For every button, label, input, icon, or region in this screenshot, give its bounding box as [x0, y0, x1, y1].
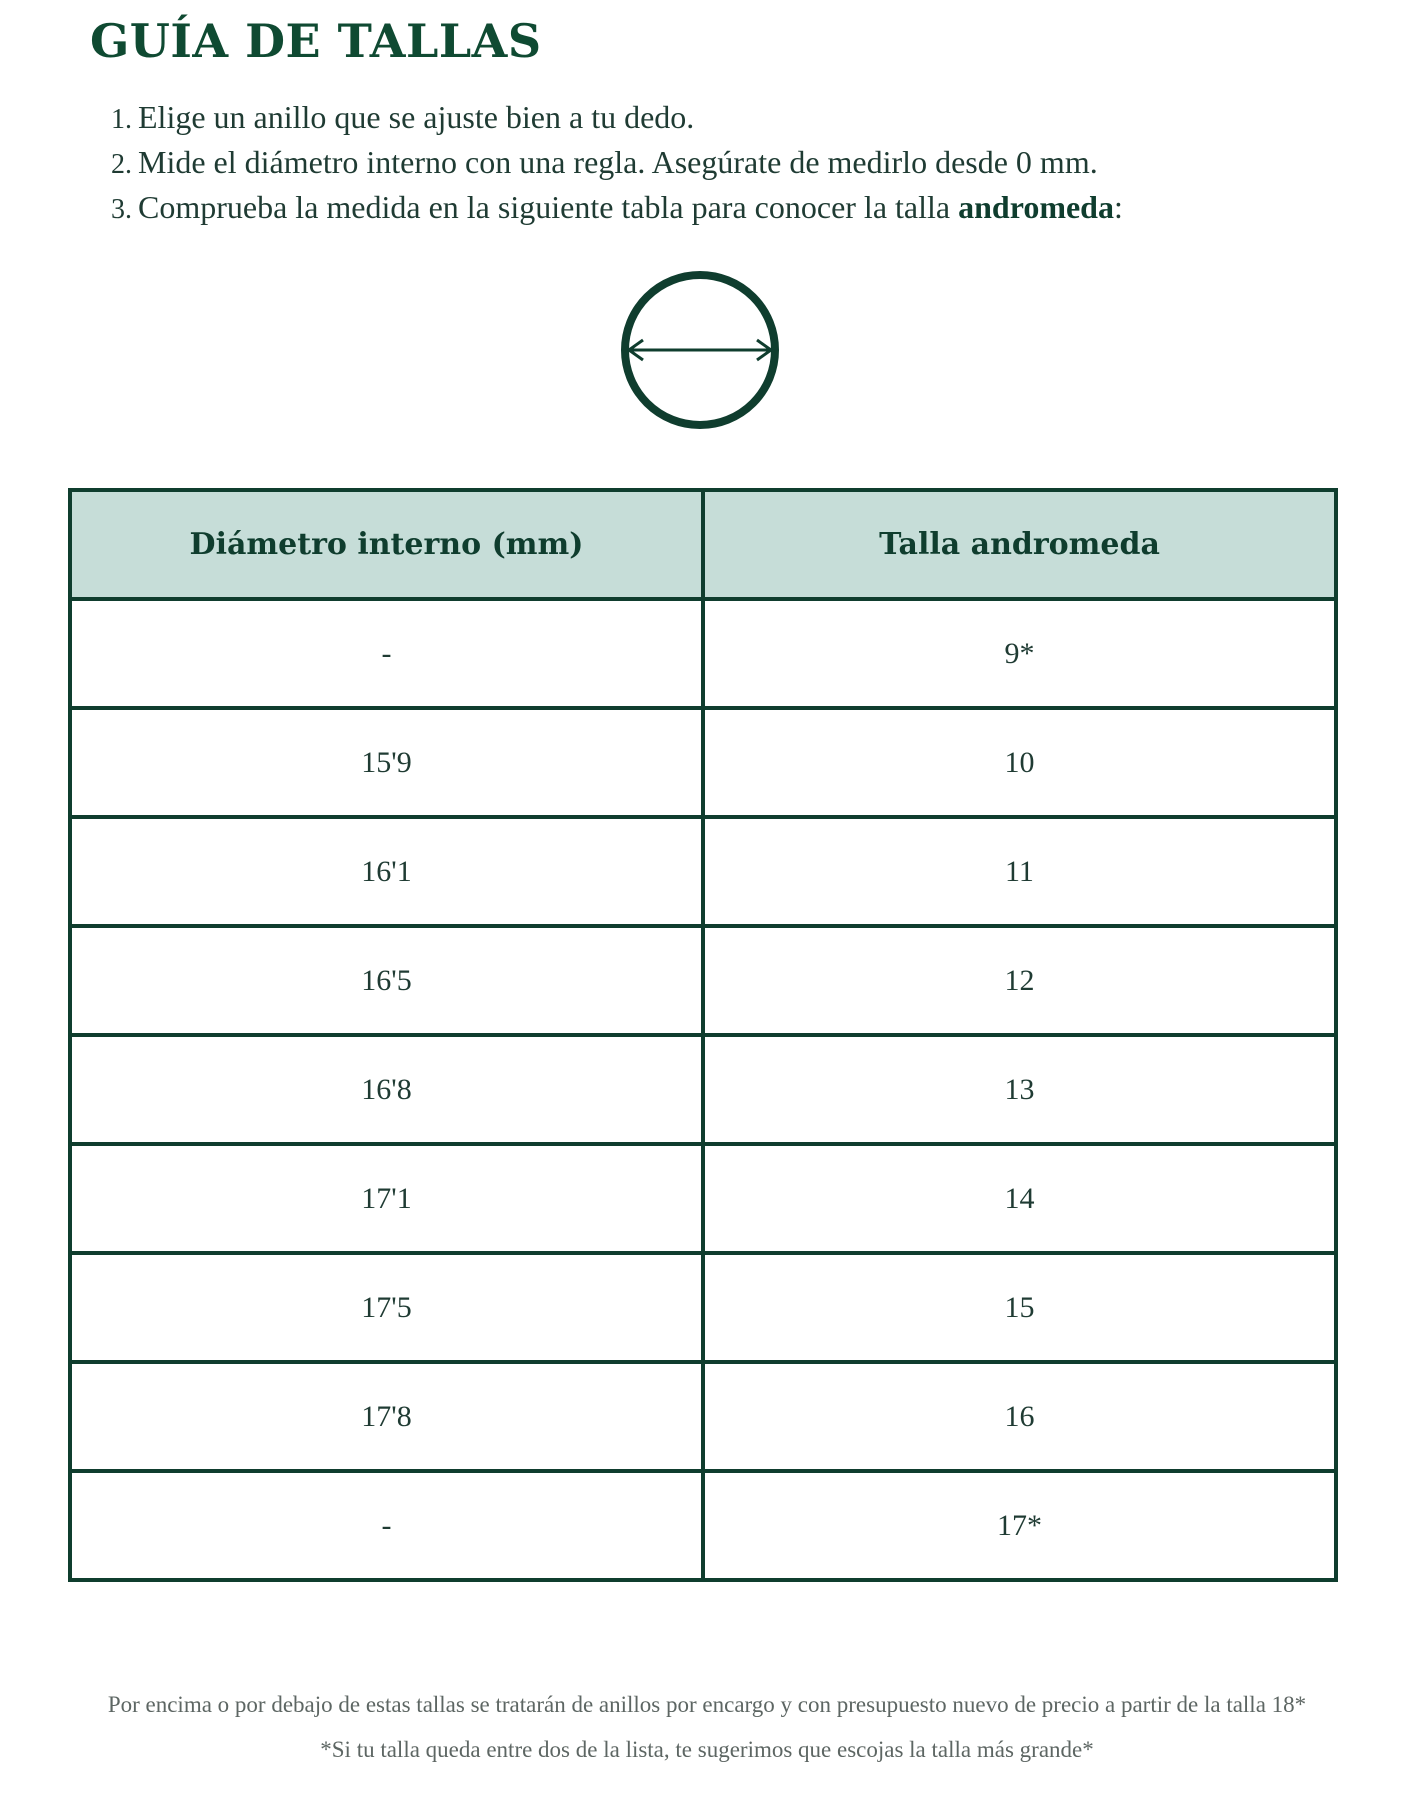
table-row [70, 1253, 1336, 1362]
diameter-cell: 16'8 [70, 1035, 703, 1144]
diameter-cell: 17'5 [70, 1253, 703, 1362]
size-table [68, 488, 1338, 1582]
step-text [138, 186, 1123, 228]
size-cell: 13 [703, 1035, 1336, 1144]
page-title: GUÍA DE TALLAS [90, 14, 542, 68]
step-item [104, 96, 1123, 141]
diameter-cell: 16'1 [70, 817, 703, 926]
step-number: 2. [111, 149, 132, 180]
step-item [104, 141, 1123, 186]
header-diameter: Diámetro interno (mm) [70, 490, 703, 599]
custom-order-note: Por encima o por debajo de estas tallas se tratarán de anillos por encargo y con presupuesto nuevo de precio a partir de la talla 18* [107, 1692, 1307, 1717]
diameter-cell: - [70, 1471, 703, 1580]
step-text-main: Comprueba la medida en la siguiente tabla para conocer la talla [138, 189, 959, 225]
step-number: 1. [111, 104, 132, 135]
instruction-list [104, 96, 1123, 231]
table-row [70, 1362, 1336, 1471]
ring-diameter-icon [617, 267, 783, 433]
size-cell: 17* [703, 1471, 1336, 1580]
step-text: Mide el diámetro interno con una regla. Asegúrate de medirlo desde 0 mm. [138, 144, 1098, 180]
diameter-cell: 16'5 [70, 926, 703, 1035]
size-cell: 16 [703, 1362, 1336, 1471]
brand-name: andromeda [958, 189, 1114, 225]
table-row [70, 1471, 1336, 1580]
table-row [70, 708, 1336, 817]
table-row [70, 1035, 1336, 1144]
size-cell: 12 [703, 926, 1336, 1035]
diameter-cell: 17'1 [70, 1144, 703, 1253]
step-number: 3. [111, 194, 132, 225]
table-row [70, 1144, 1336, 1253]
size-cell: 10 [703, 708, 1336, 817]
size-cell: 15 [703, 1253, 1336, 1362]
size-cell: 14 [703, 1144, 1336, 1253]
table-row [70, 599, 1336, 708]
diameter-cell: 15'9 [70, 708, 703, 817]
table-header-row [70, 490, 1336, 599]
diameter-cell: - [70, 599, 703, 708]
size-cell: 11 [703, 817, 1336, 926]
step-text-suffix: : [1113, 189, 1123, 225]
header-size: Talla andromeda [703, 490, 1336, 599]
step-text: Elige un anillo que se ajuste bien a tu dedo. [138, 99, 695, 135]
table-row [70, 926, 1336, 1035]
diameter-cell: 17'8 [70, 1362, 703, 1471]
size-cell: 9* [703, 599, 1336, 708]
table-row [70, 817, 1336, 926]
size-suggestion-note: *Si tu talla queda entre dos de la lista, te sugerimos que escojas la talla más grande* [320, 1737, 1094, 1762]
step-item [104, 186, 1123, 231]
